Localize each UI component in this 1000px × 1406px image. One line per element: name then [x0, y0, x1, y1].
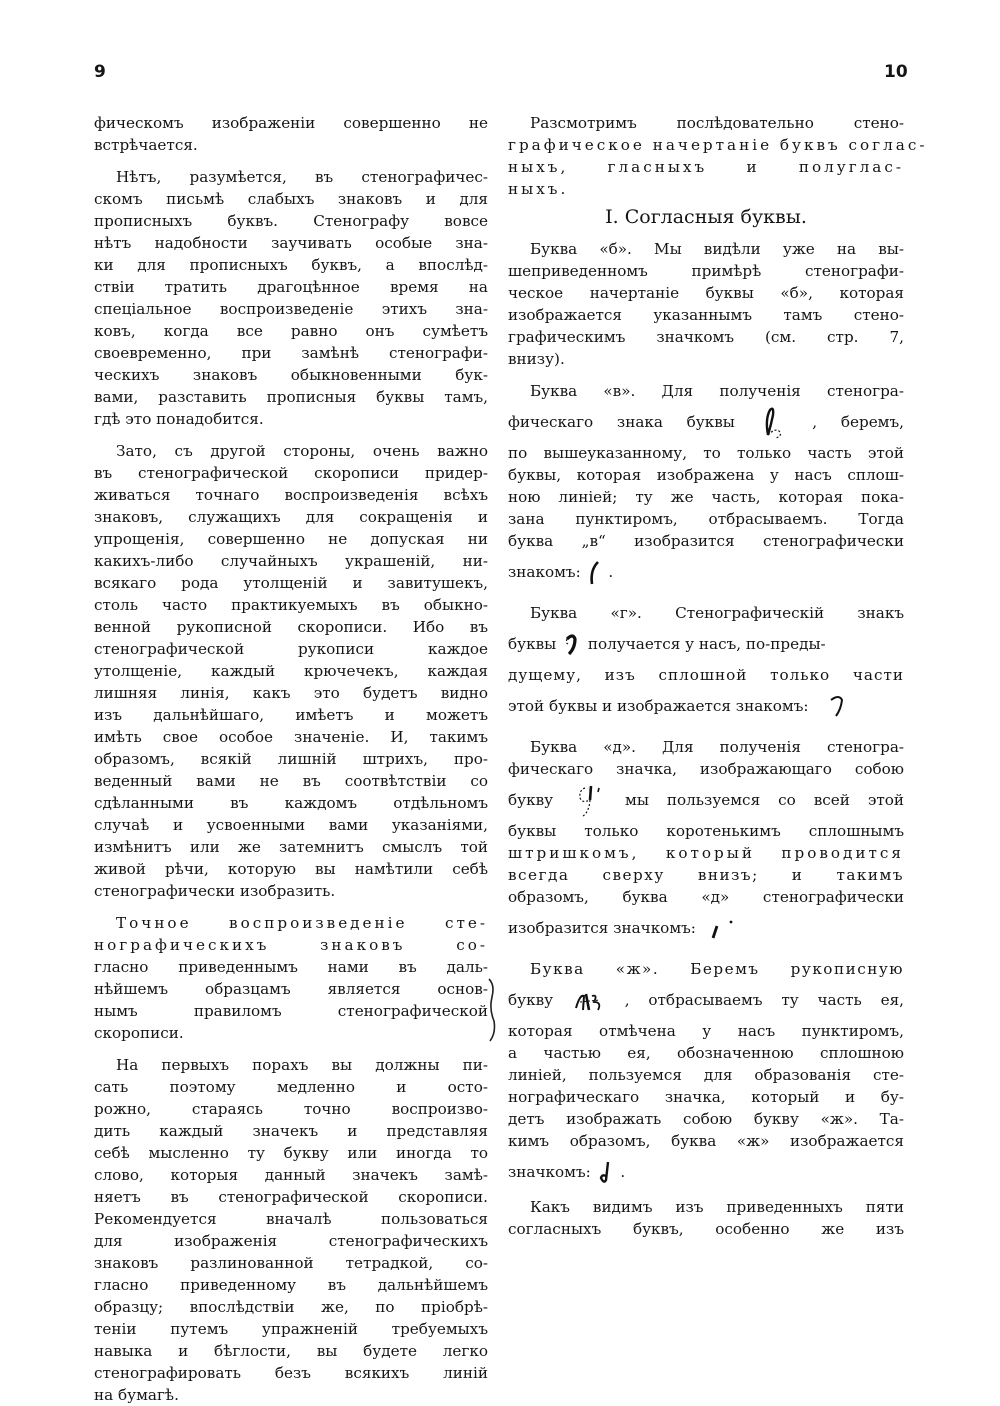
text-line: всегда сверху внизъ; и такимъ [508, 866, 904, 884]
text-line: ческое начертанiе буквы «б», которая [508, 284, 904, 302]
text-line: упрощенiя, совершенно не допуская ни [94, 530, 488, 548]
text-line: въ стенографической скорописи придер- [94, 464, 488, 482]
text-line: себѣ мысленно ту букву или иногда то [94, 1144, 488, 1162]
text-line: Буква «в». Для полученiя стеногра- [530, 382, 904, 400]
text-line: Буква «г». Стенографическiй знакъ [530, 604, 904, 622]
text-line: гласно приведенному въ дальнѣйшемъ [94, 1276, 488, 1294]
text-line: какихъ-либо случайныхъ украшенiй, ни- [94, 552, 488, 570]
text-line: зана пунктиромъ, отбрасываемъ. Тогда [508, 510, 904, 528]
text-line: нѣтъ надобности заучивать особые зна- [94, 234, 488, 252]
inline-text: букву [508, 991, 554, 1009]
text-line-with-glyph [508, 780, 904, 820]
text-line-with-glyph [508, 1152, 904, 1192]
text-line: скомъ письмѣ слабыхъ знаковъ и для [94, 190, 488, 208]
text-line: согласныхъ буквъ, особенно же изъ [508, 1220, 904, 1238]
left-column [94, 112, 488, 1406]
text-line: линiей, пользуемся для образованiя сте- [508, 1066, 904, 1084]
text-line: кимъ образомъ, буква «ж» изображается [508, 1132, 904, 1150]
text-line-spaced: ныхъ. [508, 180, 569, 198]
text-line: случаѣ и усвоенными вами указанiями, [94, 816, 488, 834]
text-line: изъ дальнѣйшаго, имѣетъ и можетъ [94, 706, 488, 724]
text-line: имѣть свое особое значенiе. И, такимъ [94, 728, 488, 746]
steno-g-sign-icon [827, 692, 847, 722]
inline-text: знакомъ: [508, 563, 581, 581]
text-line: по вышеуказанному, то только часть этой [508, 444, 904, 462]
text-line: лишняя линiя, какъ это будетъ видно [94, 684, 488, 702]
text-line: сать поэтому медленно и осто- [94, 1078, 488, 1096]
text-line: утолщенiе, каждый крючечекъ, каждая [94, 662, 488, 680]
inline-text: буквы [508, 635, 557, 653]
text-line: встрѣчается. [94, 136, 198, 154]
text-line: образомъ, всякiй лишнiй штрихъ, про- [94, 750, 488, 768]
text-line: слово, которыя данный значекъ замѣ- [94, 1166, 488, 1184]
page-number-left: 9 [94, 62, 106, 82]
text-line-spaced: штришкомъ, который проводится [508, 844, 904, 862]
text-line: для изображенiя стенографическихъ [94, 1232, 488, 1250]
text-line-with-glyph [508, 686, 904, 726]
text-line: графическое начертанiе буквъ соглас- [508, 136, 928, 154]
text-line: прописныхъ буквъ. Стенографу вовсе [94, 212, 488, 230]
text-line: на бумагѣ. [94, 1386, 179, 1404]
text-line: внизу). [508, 350, 565, 368]
text-line: шеприведенномъ примѣрѣ стенографи- [508, 262, 904, 280]
inline-text: фическаго знака буквы [508, 413, 735, 431]
text-line: нѣйшемъ образцамъ является основ- [94, 980, 488, 998]
text-line: ки для прописныхъ буквъ, а впослѣд- [94, 256, 488, 274]
handwritten-zh-glyph-icon [572, 986, 606, 1016]
text-line: рожно, стараясь точно воспроизво- [94, 1100, 488, 1118]
text-line: образцу; впослѣдствiи же, по прiобрѣ- [94, 1298, 488, 1316]
text-line: гласно приведеннымъ нами въ даль- [94, 958, 488, 976]
text-line: скорописи. [94, 1024, 184, 1042]
text-line: буквы, которая изображена у насъ сплош- [508, 466, 904, 484]
text-line: живой рѣчи, которую вы намѣтили себѣ [94, 860, 488, 878]
text-line: образомъ, буква «д» стенографически [508, 888, 904, 906]
text-line-with-glyph [508, 552, 904, 592]
text-line: буква „в“ изобразится стенографически [508, 532, 904, 550]
text-line: ствiи тратить драгоцѣнное время на [94, 278, 488, 296]
text-line-spaced: нографическихъ знаковъ со- [94, 936, 488, 954]
text-line: венной рукописной скорописи. Ибо въ [94, 618, 488, 636]
text-line: детъ изображать собою букву «ж». Та- [508, 1110, 904, 1128]
text-line-with-glyph [508, 908, 904, 948]
text-line: ною линiей; ту же часть, которая пока- [508, 488, 904, 506]
text-line: Зато, съ другой стороны, очень важно [116, 442, 488, 460]
text-line: спецiальное воспроизведенiе этихъ зна- [94, 300, 488, 318]
text-line: фическомъ изображенiи совершенно не [94, 114, 488, 132]
text-line-spaced: Буква «ж». Беремъ рукописную [530, 960, 904, 978]
text-line: стенографически изобразить. [94, 882, 336, 900]
text-line: дить каждый значекъ и представляя [94, 1122, 488, 1140]
text-line: стенографировать безъ всякихъ линiй [94, 1364, 488, 1382]
handwritten-v-glyph-icon [759, 405, 789, 441]
text-line: знаковъ, служащихъ для сокращенiя и [94, 508, 488, 526]
text-line: тенiи путемъ упражненiй требуемыхъ [94, 1320, 488, 1338]
text-line: вами, разставить прописныя буквы тамъ, [94, 388, 488, 406]
text-line: графическимъ значкомъ (см. стр. 7, [508, 328, 904, 346]
text-line: дущему, изъ сплошной только части [508, 666, 904, 684]
text-line: измѣнитъ или же затемнитъ смыслъ той [94, 838, 488, 856]
text-line: няетъ въ стенографической скорописи. [94, 1188, 488, 1206]
text-line: а частью ея, обозначенною сплошною [508, 1044, 904, 1062]
text-line: стенографической рукописи каждое [94, 640, 488, 658]
text-line: изображается указаннымъ тамъ стено- [508, 306, 904, 324]
text-line: нографическаго значка, который и бу- [508, 1088, 904, 1106]
text-line: столь часто практикуемыхъ въ обыкно- [94, 596, 488, 614]
text-line: своевременно, при замѣнѣ стенографи- [94, 344, 488, 362]
text-line: буквы только коротенькимъ сплошнымъ [508, 822, 904, 840]
inline-text: изобразится значкомъ: [508, 919, 696, 937]
text-line: всякаго рода утолщенiй и завитушекъ, [94, 574, 488, 592]
text-line: Какъ видимъ изъ приведенныхъ пяти [530, 1198, 904, 1216]
inline-text: получается у насъ, по-преды- [587, 635, 826, 653]
inline-text: . [608, 563, 614, 581]
text-line: сдѣланными въ каждомъ отдѣльномъ [94, 794, 488, 812]
text-line-spaced: ныхъ, гласныхъ и полуглас- [508, 158, 904, 176]
text-line: Нѣтъ, разумѣется, въ стенографичес- [116, 168, 488, 186]
steno-d-sign-icon [707, 914, 737, 944]
text-line: Буква «д». Для полученiя стеногра- [530, 738, 904, 756]
inline-text: , отбрасываемъ ту часть ея, [624, 991, 904, 1009]
text-line-with-glyph [508, 402, 904, 442]
steno-zh-sign-icon [596, 1158, 616, 1188]
text-line: ковъ, когда все равно онъ сумѣетъ [94, 322, 488, 340]
inline-text: . [620, 1163, 626, 1181]
section-heading: I. Согласныя буквы. [605, 206, 807, 228]
text-line: Рекомендуется вначалѣ пользоваться [94, 1210, 488, 1228]
text-line: навыка и бѣглости, вы будете легко [94, 1342, 488, 1360]
margin-bracket-mark [486, 975, 500, 1045]
text-line: На первыхъ порахъ вы должны пи- [116, 1056, 488, 1074]
text-line: фическаго значка, изображающаго собою [508, 760, 904, 778]
handwritten-d-glyph-icon [571, 782, 607, 820]
text-line: нымъ правиломъ стенографической [94, 1002, 488, 1020]
inline-text: этой буквы и изображается знакомъ: [508, 697, 809, 715]
text-line-with-glyph [508, 624, 904, 664]
page-number-right: 10 [884, 62, 908, 82]
text-line: Разсмотримъ послѣдовательно стено- [530, 114, 904, 132]
text-line-with-glyph [508, 980, 904, 1020]
text-line: которая отмѣчена у насъ пунктиромъ, [508, 1022, 904, 1040]
text-line: знаковъ разлинованной тетрадкой, со- [94, 1254, 488, 1272]
handwritten-g-glyph-icon [561, 630, 583, 660]
text-line: Буква «б». Мы видѣли уже на вы- [530, 240, 904, 258]
inline-text: , беремъ, [812, 413, 904, 431]
inline-text: букву [508, 791, 554, 809]
text-line: ческихъ знаковъ обыкновенными бук- [94, 366, 488, 384]
inline-text: значкомъ: [508, 1163, 591, 1181]
steno-v-sign-icon [586, 558, 604, 588]
right-column [508, 112, 928, 1240]
text-line: живаться точнаго воспроизведенiя всѣхъ [94, 486, 488, 504]
text-line-spaced: Точное воспроизведенiе сте- [116, 914, 488, 932]
text-line: гдѣ это понадобится. [94, 410, 264, 428]
text-line: веденный вами не въ соотвѣтствiи со [94, 772, 488, 790]
inline-text: мы пользуемся со всей этой [625, 791, 905, 809]
